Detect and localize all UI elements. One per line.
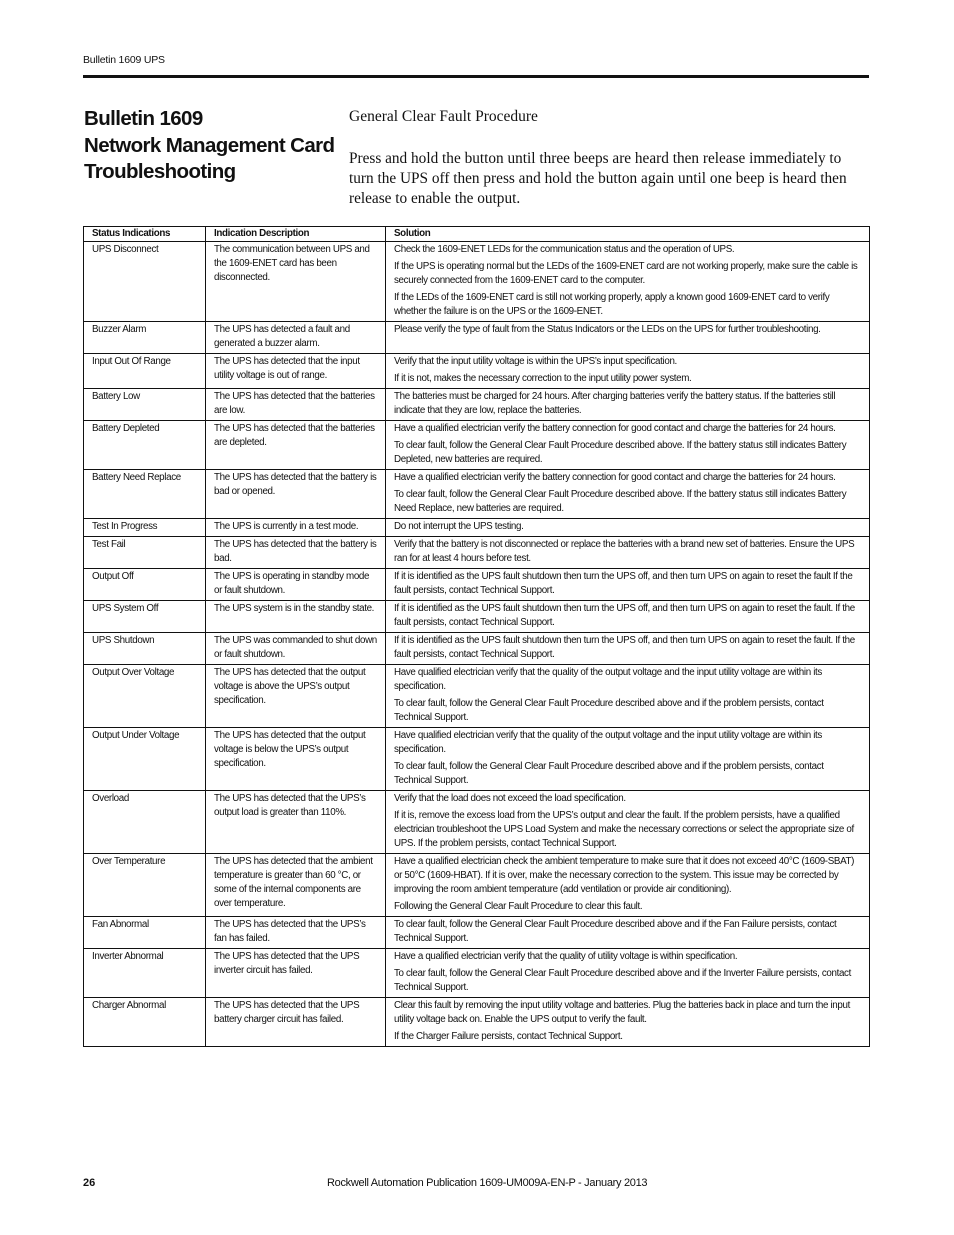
status-indication-cell: Overload — [84, 791, 206, 854]
table-row — [84, 242, 870, 322]
indication-description-cell: The UPS has detected that the output voltage is above the UPS’s output specification. — [206, 665, 386, 728]
table-row — [84, 569, 870, 601]
solution-cell — [386, 519, 870, 537]
status-indication-cell: Battery Need Replace — [84, 470, 206, 519]
table-row — [84, 322, 870, 354]
solution-paragraph: Do not interrupt the UPS testing. — [394, 521, 524, 532]
table-row — [84, 601, 870, 633]
header-rule — [83, 75, 869, 78]
solution-paragraph: Have a qualified electrician check the ambient temperature to make sure that it does not exceed 40°C (1609-SBAT) or 50°C (1609-HBAT). If it is over, make the necessary correction to the system. This issue may be corrected by improving the room ambient temperature (add ventilation or provide air conditioning). — [394, 856, 855, 895]
status-indication-cell: Inverter Abnormal — [84, 949, 206, 998]
status-indication-cell: UPS System Off — [84, 601, 206, 633]
status-indication-cell: Test Fail — [84, 537, 206, 569]
solution-cell — [386, 728, 870, 791]
solution-paragraph: Check the 1609-ENET LEDs for the communication status and the operation of UPS. — [394, 244, 735, 255]
solution-paragraph: Have qualified electrician verify that the quality of the output voltage and the input utility voltage are within its specification. — [394, 667, 822, 692]
indication-description-cell: The UPS has detected a fault and generated a buzzer alarm. — [206, 322, 386, 354]
indication-description-cell: The UPS has detected that the input utility voltage is out of range. — [206, 354, 386, 389]
status-indication-cell: UPS Shutdown — [84, 633, 206, 665]
indication-description-cell: The UPS has detected that the ambient temperature is greater than 60 °C, or some of the internal components are over temperature. — [206, 854, 386, 917]
running-header: Bulletin 1609 UPS — [83, 54, 165, 66]
indication-description-cell: The communication between UPS and the 1609-ENET card has been disconnected. — [206, 242, 386, 322]
indication-description-cell: The UPS system is in the standby state. — [206, 601, 386, 633]
solution-paragraph: Have a qualified electrician verify that the quality of utility voltage is within specification. — [394, 951, 738, 962]
section-title — [84, 106, 334, 186]
solution-cell — [386, 569, 870, 601]
indication-description-cell: The UPS has detected that the batteries are low. — [206, 389, 386, 421]
solution-paragraph: Have qualified electrician verify that the quality of the output voltage and the input utility voltage are within its specification. — [394, 730, 822, 755]
solution-paragraph: To clear fault, follow the General Clear Fault Procedure described above. If the battery status still indicates Battery Depleted, new batteries are required. — [394, 440, 847, 465]
solution-cell — [386, 389, 870, 421]
solution-paragraph: Have a qualified electrician verify the battery connection for good contact and charge the batteries for 24 hours. — [394, 472, 836, 483]
solution-cell — [386, 917, 870, 949]
section-title-line: Bulletin 1609 — [84, 107, 203, 130]
table-row — [84, 728, 870, 791]
section-title-line: Troubleshooting — [84, 160, 236, 183]
solution-cell — [386, 998, 870, 1047]
indication-description-cell: The UPS has detected that the UPS battery charger circuit has failed. — [206, 998, 386, 1047]
indication-description-cell: The UPS has detected that the battery is bad. — [206, 537, 386, 569]
solution-cell — [386, 242, 870, 322]
procedure-body: Press and hold the button until three beeps are heard then release immediately to turn the UPS off then press and hold the button again until one beep is heard then release to enable the output. — [349, 150, 847, 207]
table-row — [84, 470, 870, 519]
table-row — [84, 537, 870, 569]
solution-paragraph: To clear fault, follow the General Clear Fault Procedure described above. If the battery status still indicates Battery Need Replace, new batteries are required. — [394, 489, 847, 514]
solution-paragraph: To clear fault, follow the General Clear Fault Procedure described above and if the Fan Failure persists, contact Technical Support. — [394, 919, 837, 944]
status-indication-cell: Output Under Voltage — [84, 728, 206, 791]
column-header: Indication Description — [206, 227, 386, 242]
indication-description-cell: The UPS has detected that the output voltage is below the UPS’s output specification. — [206, 728, 386, 791]
status-indication-cell: Buzzer Alarm — [84, 322, 206, 354]
table-row — [84, 791, 870, 854]
indication-description-cell: The UPS has detected that the UPS inverter circuit has failed. — [206, 949, 386, 998]
solution-cell — [386, 633, 870, 665]
table-row — [84, 917, 870, 949]
table-row — [84, 519, 870, 537]
status-indication-cell: UPS Disconnect — [84, 242, 206, 322]
status-indication-cell: Over Temperature — [84, 854, 206, 917]
table-row — [84, 665, 870, 728]
solution-paragraph: The batteries must be charged for 24 hours. After charging batteries verify the battery status. If the batteries still indicate that they are low, replace the batteries. — [394, 391, 836, 416]
indication-description-cell: The UPS is currently in a test mode. — [206, 519, 386, 537]
solution-cell — [386, 854, 870, 917]
solution-paragraph: If the Charger Failure persists, contact Technical Support. — [394, 1031, 623, 1042]
table-row — [84, 998, 870, 1047]
solution-paragraph: If the LEDs of the 1609-ENET card is still not working properly, apply a known good 1609-ENET card to verify whether the failure is on the UPS or the 1609-ENET. — [394, 292, 830, 317]
solution-paragraph: If it is identified as the UPS fault shutdown then turn the UPS off, and then turn UPS on again to reset the fault. If the fault persists, contact Technical Support. — [394, 603, 855, 628]
solution-paragraph: If the UPS is operating normal but the LEDs of the 1609-ENET card are not working properly, make sure the cable is securely connected from the 1609-ENET card to the computer. — [394, 261, 858, 286]
solution-paragraph: Verify that the input utility voltage is within the UPS’s input specification. — [394, 356, 677, 367]
status-indication-cell: Battery Low — [84, 389, 206, 421]
solution-paragraph: Following the General Clear Fault Procedure to clear this fault. — [394, 901, 643, 912]
solution-paragraph: Verify that the battery is not disconnected or replace the batteries with a brand new set of batteries. Ensure the UPS ran for at least 4 hours before test. — [394, 539, 855, 564]
solution-paragraph: If it is, remove the excess load from the UPS’s output and clear the fault. If the problem persists, have a qualified electrician troubleshoot the UPS Load System and make the necessary corrections or select the appropriate size of UPS. If the problem persists, contact Technical Support. — [394, 810, 854, 849]
solution-cell — [386, 322, 870, 354]
indication-description-cell: The UPS was commanded to shut down or fault shutdown. — [206, 633, 386, 665]
table-row — [84, 949, 870, 998]
indication-description-cell: The UPS has detected that the UPS’s fan has failed. — [206, 917, 386, 949]
solution-cell — [386, 791, 870, 854]
table-row — [84, 389, 870, 421]
solution-paragraph: If it is identified as the UPS fault shutdown then turn the UPS off, and then turn UPS on again to reset the fault If the fault persists, contact Technical Support. — [394, 571, 853, 596]
solution-paragraph: Have a qualified electrician verify the battery connection for good contact and charge the batteries for 24 hours. — [394, 423, 836, 434]
footer-publication: Rockwell Automation Publication 1609-UM009A-EN-P - January 2013 — [327, 1177, 648, 1189]
table-row — [84, 354, 870, 389]
indication-description-cell: The UPS has detected that the UPS’s output load is greater than 110%. — [206, 791, 386, 854]
solution-paragraph: Verify that the load does not exceed the load specification. — [394, 793, 626, 804]
solution-cell — [386, 354, 870, 389]
status-indication-cell: Output Off — [84, 569, 206, 601]
solution-cell — [386, 421, 870, 470]
solution-cell — [386, 949, 870, 998]
solution-cell — [386, 665, 870, 728]
solution-paragraph: Please verify the type of fault from the Status Indicators or the LEDs on the UPS for further troubleshooting. — [394, 324, 821, 335]
indication-description-cell: The UPS has detected that the battery is bad or opened. — [206, 470, 386, 519]
status-indication-cell: Test In Progress — [84, 519, 206, 537]
table-header-row — [84, 227, 870, 242]
page-number: 26 — [83, 1177, 96, 1189]
column-header: Solution — [386, 227, 870, 242]
procedure-heading: General Clear Fault Procedure — [349, 108, 538, 125]
solution-paragraph: If it is not, makes the necessary correction to the input utility power system. — [394, 373, 692, 384]
solution-cell — [386, 470, 870, 519]
solution-paragraph: Clear this fault by removing the input utility voltage and batteries. Plug the batteries back in place and turn the input utility voltage back on. Enable the UPS output to verify the fault. — [394, 1000, 850, 1025]
status-indication-cell: Charger Abnormal — [84, 998, 206, 1047]
table-body — [84, 242, 870, 1047]
status-indication-cell: Fan Abnormal — [84, 917, 206, 949]
solution-paragraph: To clear fault, follow the General Clear Fault Procedure described above and if the problem persists, contact Technical Support. — [394, 761, 824, 786]
indication-description-cell: The UPS is operating in standby mode or fault shutdown. — [206, 569, 386, 601]
status-indication-cell: Output Over Voltage — [84, 665, 206, 728]
table-row — [84, 854, 870, 917]
solution-paragraph: To clear fault, follow the General Clear Fault Procedure described above and if the Inverter Failure persists, contact Technical Support. — [394, 968, 851, 993]
solution-cell — [386, 601, 870, 633]
indication-description-cell: The UPS has detected that the batteries are depleted. — [206, 421, 386, 470]
troubleshooting-table — [83, 226, 870, 1047]
column-header: Status Indications — [84, 227, 206, 242]
table-row — [84, 421, 870, 470]
solution-paragraph: If it is identified as the UPS fault shutdown then turn the UPS off, and then turn UPS on again to reset the fault. If the fault persists, contact Technical Support. — [394, 635, 855, 660]
solution-paragraph: To clear fault, follow the General Clear Fault Procedure described above and if the problem persists, contact Technical Support. — [394, 698, 824, 723]
status-indication-cell: Input Out Of Range — [84, 354, 206, 389]
status-indication-cell: Battery Depleted — [84, 421, 206, 470]
solution-cell — [386, 537, 870, 569]
table-row — [84, 633, 870, 665]
section-title-line: Network Management Card — [84, 133, 335, 157]
